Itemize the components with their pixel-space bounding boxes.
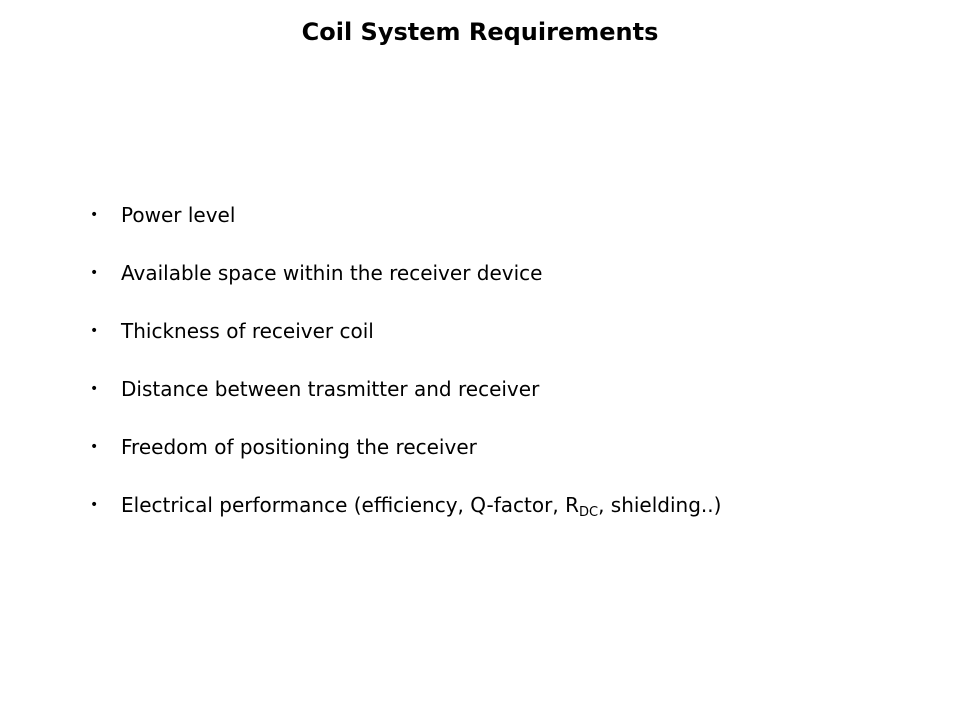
bullet-icon: • xyxy=(90,497,99,513)
bullet-icon: • xyxy=(90,323,99,339)
bullet-text-prefix: Electrical performance (efficiency, Q-factor, R xyxy=(121,493,579,517)
rdc-subscript: DC xyxy=(578,505,599,520)
bullet-text: Freedom of positioning the receiver xyxy=(121,435,477,459)
bullet-text: Thickness of receiver coil xyxy=(121,319,374,343)
slide-title: Coil System Requirements xyxy=(301,18,659,46)
bullet-icon: • xyxy=(90,439,99,455)
bullet-text: Distance between trasmitter and receiver xyxy=(121,377,540,401)
bullet-text: Available space within the receiver device xyxy=(121,261,543,285)
bullet-icon: • xyxy=(90,207,99,223)
bullet-icon: • xyxy=(90,265,99,281)
bullet-icon: • xyxy=(90,381,99,397)
bullet-text-suffix: , shielding..) xyxy=(598,493,722,517)
bullet-text xyxy=(121,487,721,523)
bullet-text: Power level xyxy=(121,203,236,227)
